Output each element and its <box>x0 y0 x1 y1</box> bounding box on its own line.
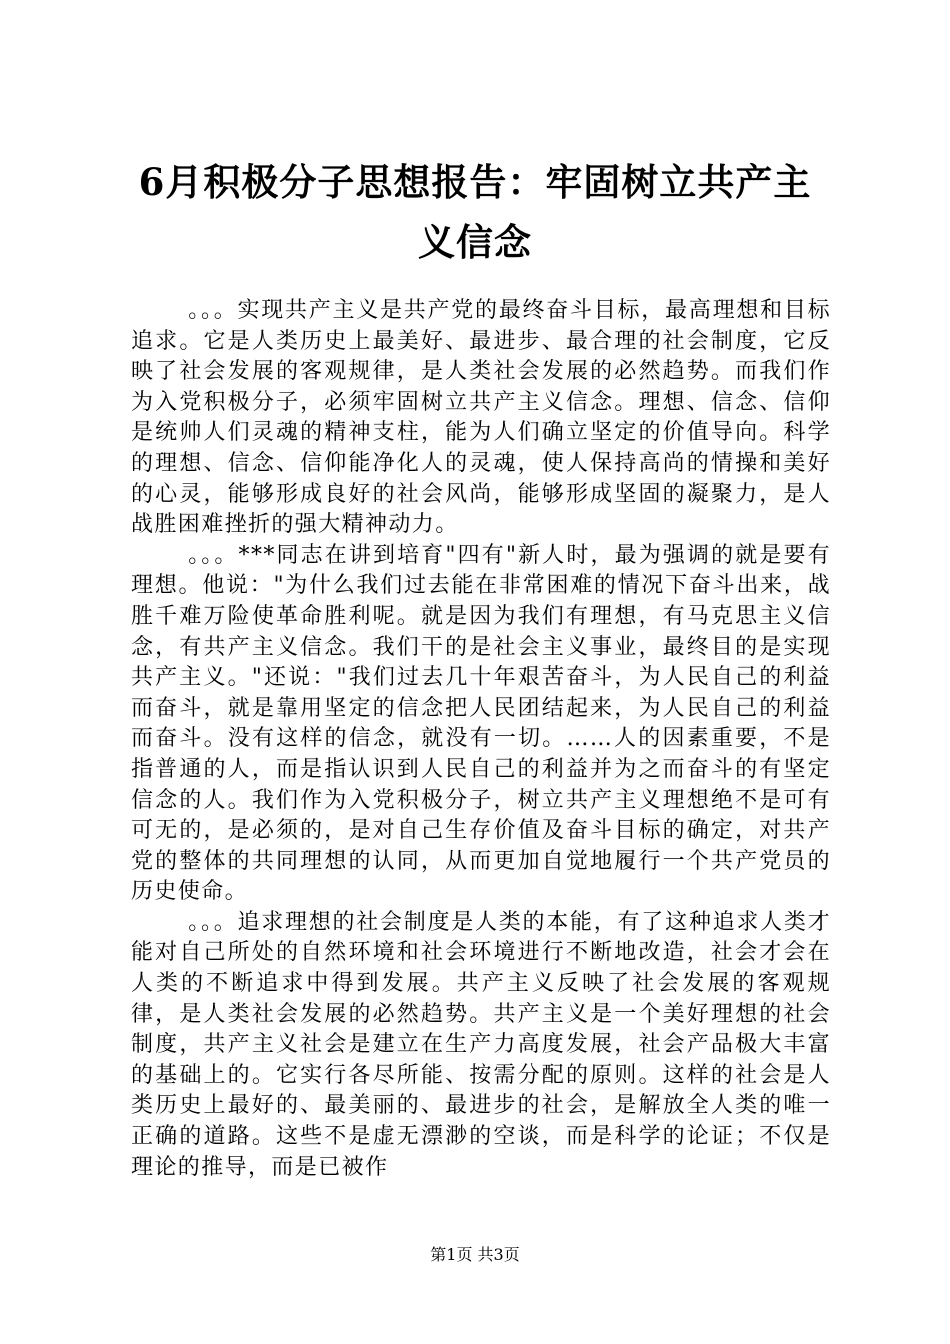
document-title: 6月积极分子思想报告：牢固树立共产主义信念 <box>138 160 812 264</box>
paragraph: 。。。***同志在讲到培育"四有"新人时，最为强调的就是要有理想。他说："为什么我们过去能在非常困难的情况下奋斗出来，战胜千难万险使革命胜利呢。就是因为我们有理想，有马克思主义信念，有共产主义信念。我们干的是社会主义事业，最终目的是实现共产主义。"还说："我们过去几十年艰苦奋斗，为人民自己的利益而奋斗，就是靠用坚定的信念把人民团结起来，为人民自己的利益而奋斗。没有这样的信念，就没有一切。……人的因素重要，不是指普通的人，而是指认识到人民自己的利益并为之而奋斗的有坚定信念的人。我们作为入党积极分子，树立共产主义理想绝不是可有可无的，是必须的，是对自己生存价值及奋斗目标的确定，对共产党的整体的共同理想的认同，从而更加自觉地履行一个共产党员的历史使命。 <box>131 542 831 905</box>
paragraph: 。。。实现共产主义是共产党的最终奋斗目标，最高理想和目标追求。它是人类历史上最美好、最进步、最合理的社会制度，它反映了社会发展的客观规律，是人类社会发展的必然趋势。而我们作为入党积极分子，必须牢固树立共产主义信念。理想、信念、信仰是统帅人们灵魂的精神支柱，能为人们确立坚定的价值导向。科学的理想、信念、信仰能净化人的灵魂，使人保持高尚的情操和美好的心灵，能够形成良好的社会风尚，能够形成坚固的凝聚力，是人战胜困难挫折的强大精神动力。 <box>131 298 831 538</box>
document-body <box>131 296 831 1183</box>
paragraph: 。。。追求理想的社会制度是人类的本能，有了这种追求人类才能对自己所处的自然环境和社会环境进行不断地改造，社会才会在人类的不断追求中得到发展。共产主义反映了社会发展的客观规律，是人类社会发展的必然趋势。共产主义是一个美好理想的社会制度，共产主义社会是建立在生产力高度发展，社会产品极大丰富的基础上的。它实行各尽所能、按需分配的原则。这样的社会是人类历史上最好的、最美丽的、最进步的社会，是解放全人类的唯一正确的道路。这些不是虚无漂渺的空谈，而是科学的论证；不仅是理论的推导，而是已被作 <box>131 909 831 1180</box>
page-footer: 第1页 共3页 <box>430 1245 520 1264</box>
